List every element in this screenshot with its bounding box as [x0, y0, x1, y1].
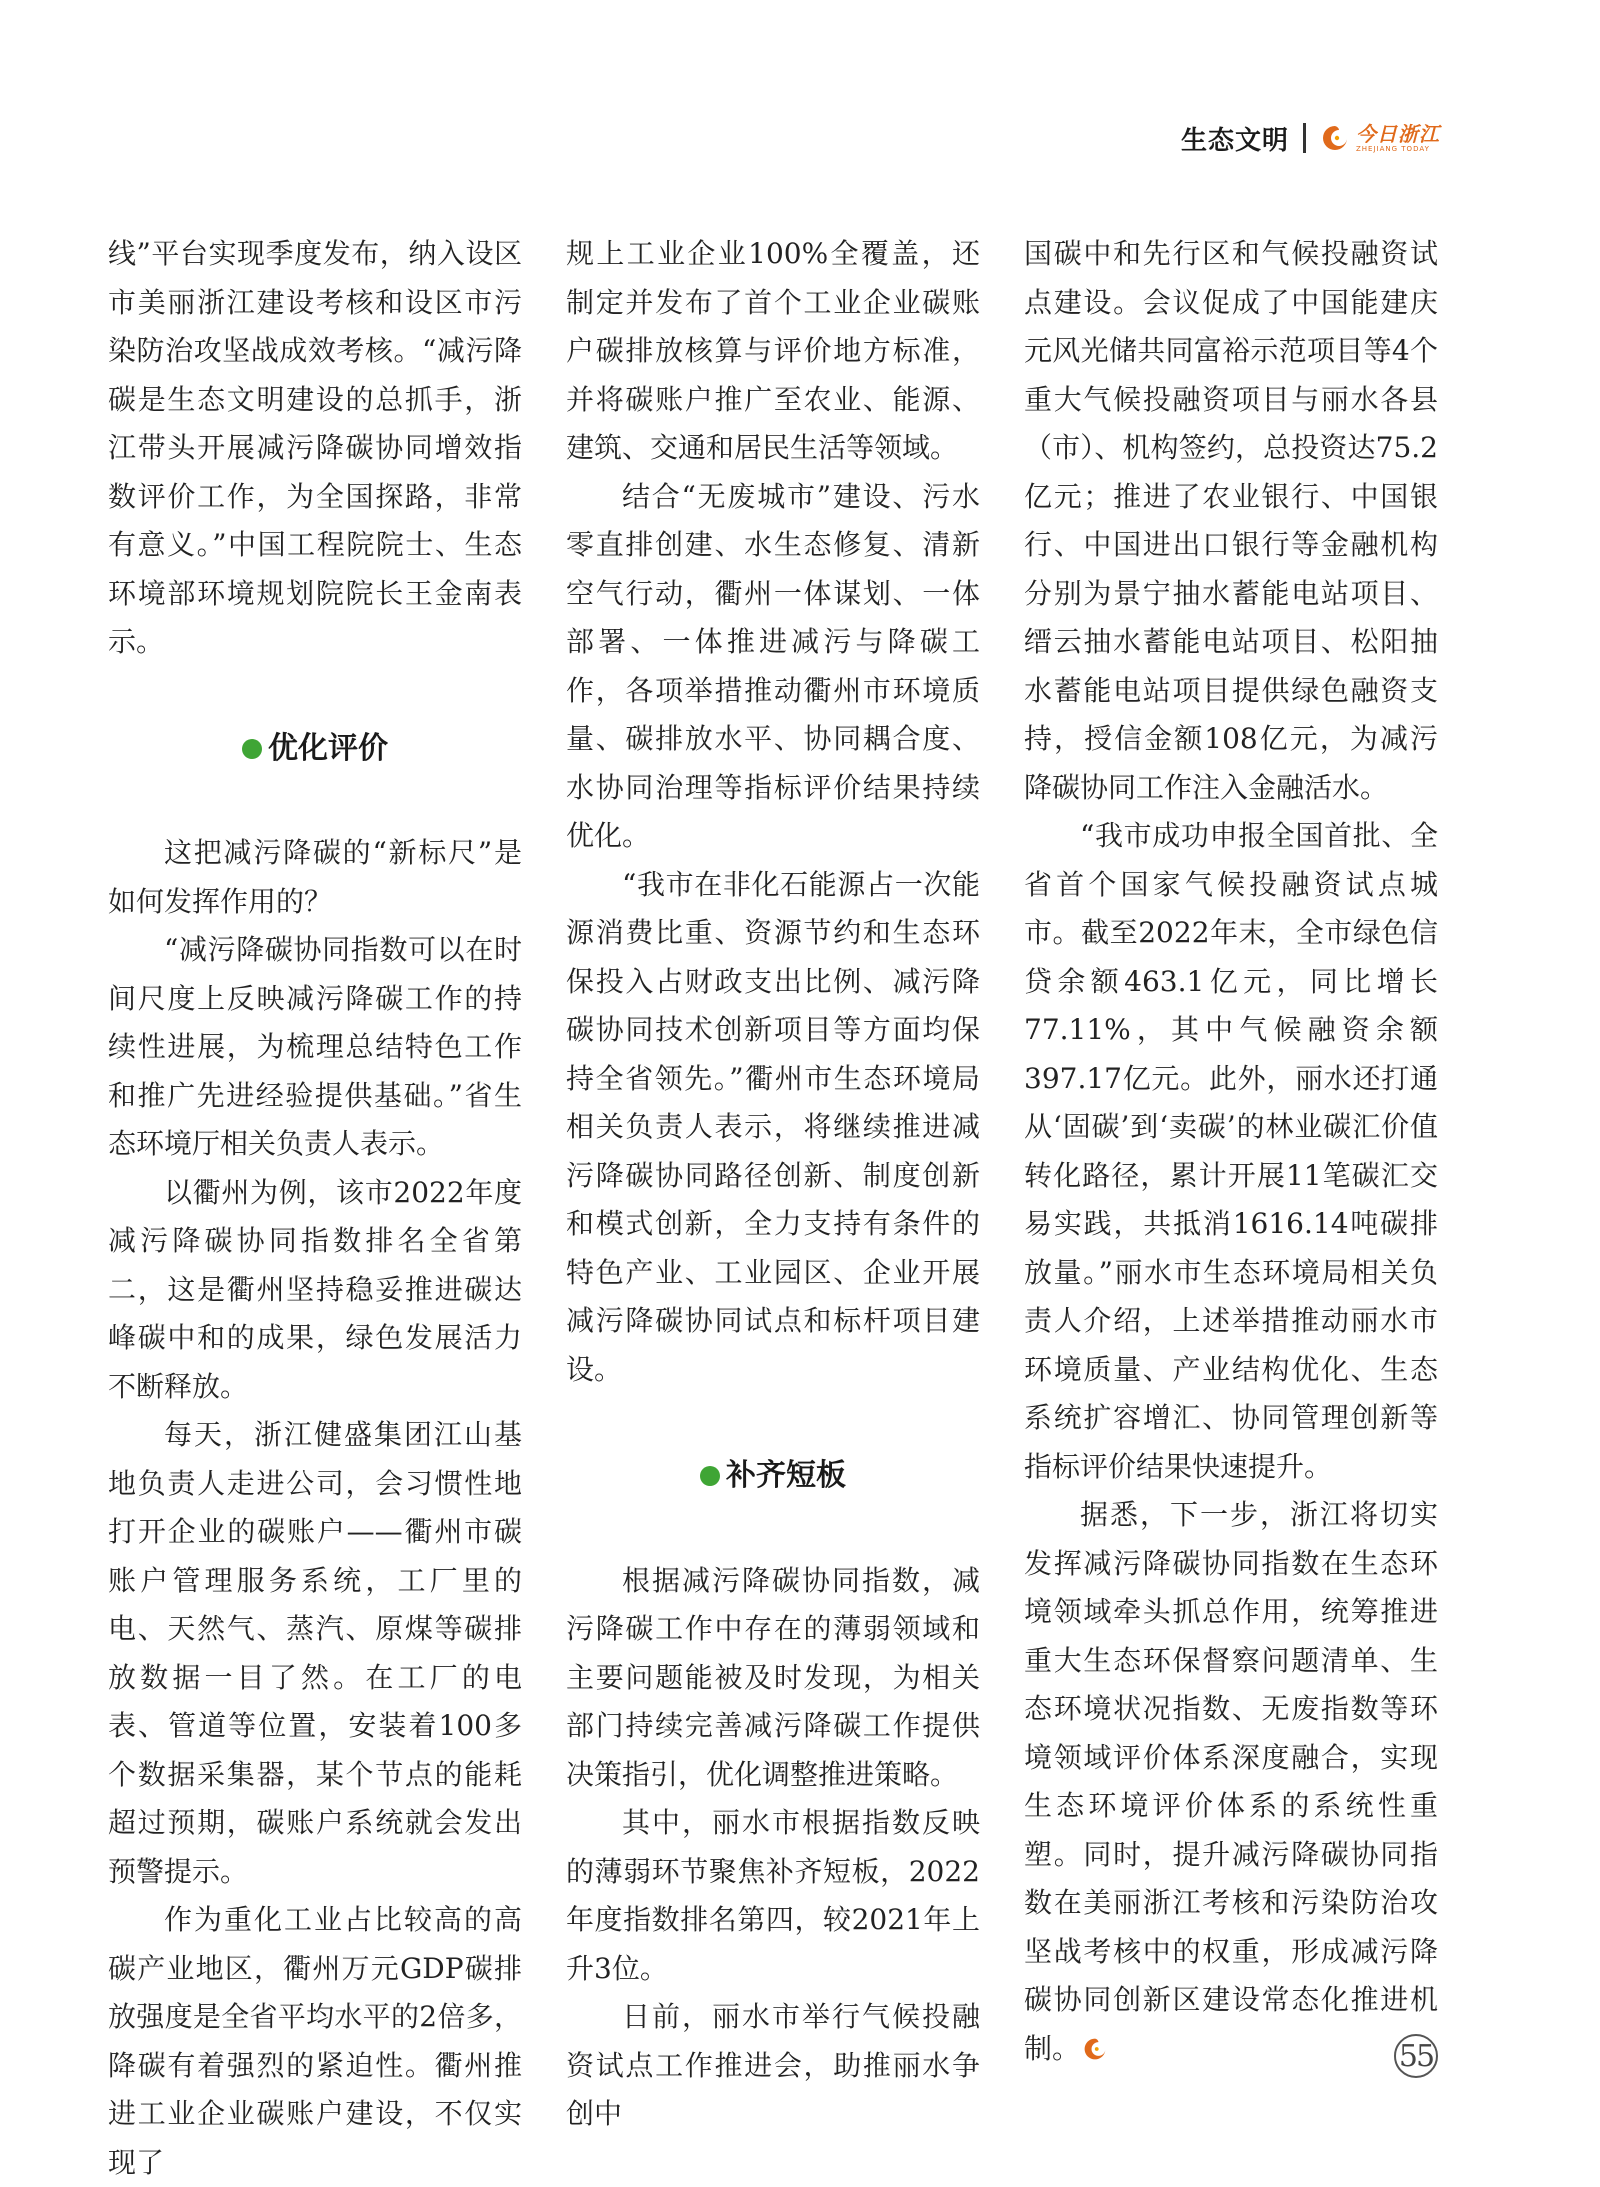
paragraph: 其中，丽水市根据指数反映的薄弱环节聚焦补齐短板，2022年度指数排名第四，较2021年上升3位。	[566, 1806, 980, 1985]
green-dot-icon	[700, 1466, 720, 1486]
logo-english: ZHEJIANG TODAY	[1356, 144, 1430, 153]
logo-chinese: 今日浙江	[1356, 121, 1440, 146]
subheading-optimize-evaluation	[108, 725, 522, 774]
paragraph: 规上工业企业100%全覆盖，还制定并发布了首个工业企业碳账户碳排放核算与评价地方标准，并将碳账户推广至农业、能源、建筑、交通和居民生活等领域。	[566, 237, 980, 464]
paragraph: 作为重化工业占比较高的高碳产业地区，衢州万元GDP碳排放强度是全省平均水平的2倍多，降碳有着强烈的紧迫性。衢州推进工业企业碳账户建设，不仅实现了	[108, 1903, 522, 2179]
subheading-text: 优化评价	[268, 730, 388, 766]
green-dot-icon	[242, 739, 262, 759]
swirl-end-mark-icon	[1082, 2036, 1108, 2062]
column-1	[108, 230, 522, 2187]
paragraph: 这把减污降碳的“新标尺”是如何发挥作用的？	[108, 836, 522, 918]
paragraph: “我市成功申报全国首批、全省首个国家气候投融资试点城市。截至2022年末，全市绿色信贷余额463.1亿元，同比增长77.11%，其中气候融资余额397.17亿元。此外，丽水还打通从‘固碳’到‘卖碳’的林业碳汇价值转化路径，累计开展11笔碳汇交易实践，共抵消1616.14吨碳排放量。”丽水市生态环境局相关负责人介绍，上述举措推动丽水市环境质量、产业结构优化、生态系统扩容增汇、协同管理创新等指标评价结果快速提升。	[1024, 819, 1438, 1483]
paragraph: 国碳中和先行区和气候投融资试点建设。会议促成了中国能建庆元风光储共同富裕示范项目等4个重大气候投融资项目与丽水各县（市）、机构签约，总投资达75.2亿元；推进了农业银行、中国银行、中国进出口银行等金融机构分别为景宁抽水蓄能电站项目、缙云抽水蓄能电站项目、松阳抽水蓄能电站项目提供绿色融资支持，授信金额108亿元，为减污降碳协同工作注入金融活水。	[1024, 237, 1438, 804]
paragraph: 线”平台实现季度发布，纳入设区市美丽浙江建设考核和设区市污染防治攻坚战成效考核。“减污降碳是生态文明建设的总抓手，浙江带头开展减污降碳协同增效指数评价工作，为全国探路，非常有意义。”中国工程院院士、生态环境部环境规划院院长王金南表示。	[108, 237, 522, 658]
article-body	[108, 230, 1438, 2187]
swirl-logo-icon	[1320, 123, 1350, 153]
paragraph-final	[1024, 1491, 1438, 2073]
paragraph: “我市在非化石能源占一次能源消费比重、资源节约和生态环保投入占财政支出比例、减污降碳协同技术创新项目等方面均保持全省领先。”衢州市生态环境局相关负责人表示，将继续推进减污降碳协同路径创新、制度创新和模式创新，全力支持有条件的特色产业、工业园区、企业开展减污降碳协同试点和标杆项目建设。	[566, 867, 980, 1386]
paragraph: 日前，丽水市举行气候投融资试点工作推进会，助推丽水争创中	[566, 2000, 980, 2130]
column-3	[1024, 230, 1438, 2187]
logo-text	[1356, 121, 1440, 153]
paragraph-text: 据悉，下一步，浙江将切实发挥减污降碳协同指数在生态环境领域牵头抓总作用，统筹推进重大生态环保督察问题清单、生态环境状况指数、无废指数等环境领域评价体系深度融合，实现生态环境评价体系的系统性重塑。同时，提升减污降碳协同指数在美丽浙江考核和污染防治攻坚战考核中的权重，形成减污降碳协同创新区建设常态化推进机制。	[1024, 1498, 1438, 2065]
section-label: 生态文明	[1180, 125, 1289, 156]
magazine-logo	[1320, 123, 1440, 153]
header-divider	[1303, 123, 1306, 153]
paragraph: 以衢州为例，该市2022年度减污降碳协同指数排名全省第二，这是衢州坚持稳妥推进碳达峰碳中和的成果，绿色发展活力不断释放。	[108, 1175, 522, 1403]
page-number: 55	[1394, 2034, 1438, 2078]
page-header	[1181, 118, 1440, 158]
paragraph: 结合“无废城市”建设、污水零直排创建、水生态修复、清新空气行动，衢州一体谋划、一体部署、一体推进减污与降碳工作，各项举措推动衢州市环境质量、碳排放水平、协同耦合度、水协同治理等指标评价结果持续优化。	[566, 479, 980, 852]
subheading-fill-gaps	[566, 1452, 980, 1501]
subheading-text: 补齐短板	[726, 1458, 846, 1493]
paragraph: 每天，浙江健盛集团江山基地负责人走进公司，会习惯性地打开企业的碳账户——衢州市碳账户管理服务系统，工厂里的电、天然气、蒸汽、原煤等碳排放数据一目了然。在工厂的电表、管道等位置，安装着100多个数据采集器，某个节点的能耗超过预期，碳账户系统就会发出预警提示。	[108, 1418, 522, 1888]
column-2	[566, 230, 980, 2187]
paragraph: “减污降碳协同指数可以在时间尺度上反映减污降碳工作的持续性进展，为梳理总结特色工作和推广先进经验提供基础。”省生态环境厅相关负责人表示。	[108, 933, 522, 1160]
paragraph: 根据减污降碳协同指数，减污降碳工作中存在的薄弱领域和主要问题能被及时发现，为相关部门持续完善减污降碳工作提供决策指引，优化调整推进策略。	[566, 1563, 980, 1791]
